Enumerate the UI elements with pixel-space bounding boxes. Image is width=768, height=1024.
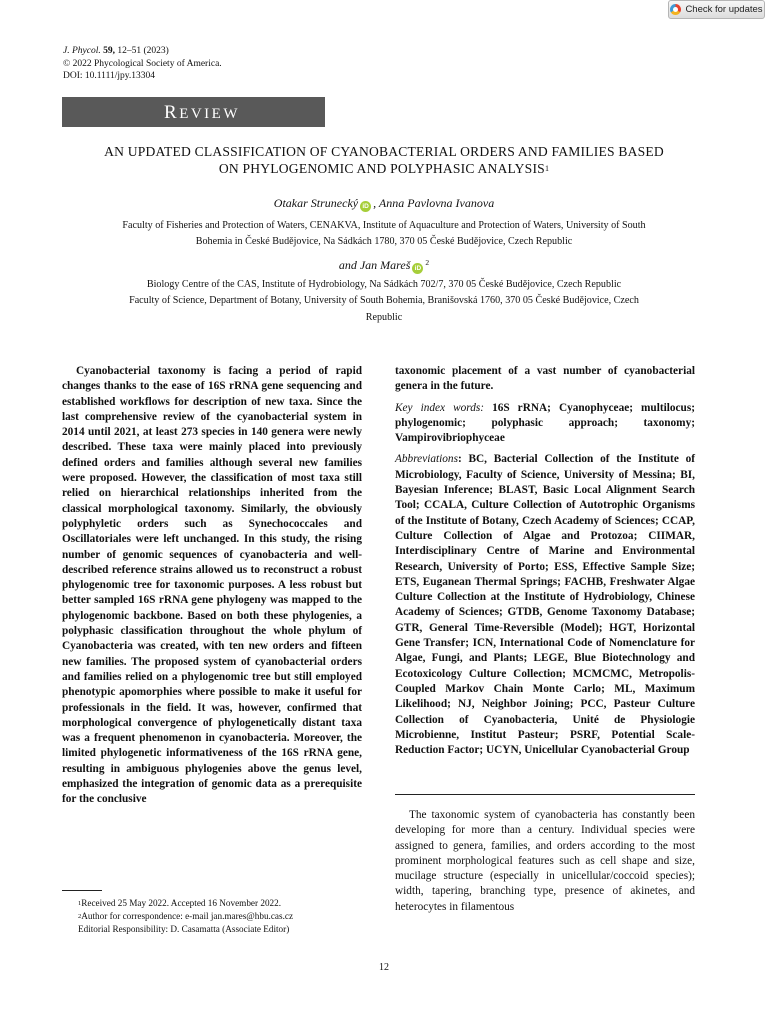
- abstract-column: [62, 364, 362, 808]
- title-line-2: [40, 160, 728, 177]
- journal-name: J. Phycol.: [63, 46, 101, 56]
- key-index-words-label: Key index words:: [395, 401, 485, 414]
- footnote-correspondence: [78, 910, 368, 923]
- journal-pages: 12–51 (2023): [117, 46, 169, 56]
- footnote-2-text: Author for correspondence: e-mail jan.mares@hbu.cas.cz: [81, 911, 294, 921]
- section-divider: [395, 794, 695, 795]
- key-index-words-text: 16S rRNA; Cyanophyceae; multilocus; phylogenomic; polyphasic approach; taxonomy; Vampirovibriophyceae: [395, 401, 695, 445]
- affiliation-1-line-1: Faculty of Fisheries and Protection of Waters, CENAKVA, Institute of Aquaculture and Protection of Waters, University of South: [122, 220, 646, 231]
- affiliation-1: [40, 218, 728, 251]
- footnote-1-text: Received 25 May 2022. Accepted 16 November 2022.: [81, 898, 282, 908]
- abstract-text: Cyanobacterial taxonomy is facing a period of rapid changes thanks to the ease of 16S rRNA gene sequencing and established workflows for description of new taxa. Since the last comprehensive review of the cyanobacterial system in 2014 until 2021, at least 273 species in 140 genera were newly described. These taxa were mainly placed into previously defined orders and families although several new families were proposed. However, the classification of most taxa still relied on hierarchical relationships inherited from the classical morphological taxonomy. Similarly, the obviously polyphyletic orders such as Synechococcales and Oscillatoriales were left unchanged. In this study, the rising number of genomic sequences of cyanobacteria and well-described reference strains allowed us to reconstruct a robust phylogenomic tree for taxonomic purposes. A less robust but better sampled 16S rRNA gene phylogeny was mapped to the phylogenomic backbone. Based on both these phylogenies, a polyphasic classification throughout the whole phylum of Cyanobacteria was created, with ten new orders and fifteen new families. The proposed system of cyanobacterial orders and families relied on a phylogenomic tree but still employed phenotypic apomorphies where possible to make it useful for professionals in the field. It was, however, confirmed that morphological convergence of phylogenetically distant taxa was a frequent phenomenon in cyanobacteria. Moreover, the limited phylogenetic informativeness of the 16S rRNA gene, resulting in ambiguous phylogenies above the genus level, emphasized the integration of genomic data as a prerequisite for the conclusive: [62, 365, 362, 806]
- journal-citation: [63, 45, 222, 58]
- orcid-icon[interactable]: iD: [412, 263, 423, 274]
- affiliation-1-line-2: Bohemia in České Budějovice, Na Sádkách 1780, 370 05 České Budějovice, Czech Republic: [195, 236, 573, 248]
- page-number: 12: [379, 962, 389, 973]
- affiliation-3-line-1: Faculty of Science, Department of Botany, University of South Bohemia, Branišovská 1760, 370 05 České Budějovice, Czech: [129, 295, 639, 307]
- journal-header: [63, 45, 222, 83]
- section-label-initial: R: [164, 102, 180, 123]
- orcid-icon[interactable]: iD: [360, 201, 371, 212]
- footnote-divider: [62, 890, 102, 891]
- right-column: [395, 364, 695, 764]
- affiliation-2: Biology Centre of the CAS, Institute of Hydrobiology, Na Sádkách 702/7, 370 05 České Budějovice, Czech Republic: [146, 279, 622, 290]
- title-line-2-text: ON PHYLOGENOMIC AND POLYPHASIC ANALYSIS: [218, 161, 545, 176]
- check-for-updates-label: Check for updates: [685, 4, 763, 15]
- author-ivanova: Anna Pavlovna Ivanova: [378, 196, 495, 210]
- affiliation-2-3: [40, 277, 728, 326]
- author-separator: ,: [373, 196, 377, 210]
- key-index-words: [395, 401, 695, 447]
- abbreviations-text: : BC, Bacterial Collection of the Institute of Microbiology, Faculty of Science, University of Messina; BI, Bayesian Inference; BLAST, Basic Local Alignment Search Tool; CCALA, Culture Collection of Autotrophic Organisms of the Institute of Botany, Czech Academy of Sciences; CCAP, Culture Collection of Algae and Protozoa; CIIMAR, Interdisciplinary Centre of Marine and Environmental Research, University of Porto; ESS, Effective Sample Size; ETS, Euganean Thermal Springs; FACHB, Freshwater Algae Culture Collection at the Institute of Hydrobiology, Chinese Academy of Sciences; GTDB, Genome Taxonomy Database; GTR, General Time-Reversible (Model); HGT, Horizontal Gene Transfer; ICN, International Code of Nomenclature for Algae, Fungi, and Plants; LEGE, Blue Biotechnology and Ecotoxicology Culture Collection; MCMCMC, Metropolis-Coupled Markov Chain Monte Carlo; ML, Maximum Likelihood; NJ, Neighbor Joining; PCC, Pasteur Culture Collection of Cyanobacteria, Unité de Physiologie Microbienne, Institut Pasteur; PSRF, Potential Scale-Reduction Factor; UCYN, Unicellular Cyanobacterial Group: [395, 453, 695, 757]
- abstract-continuation: taxonomic placement of a vast number of cyanobacterial genera in the future.: [395, 365, 695, 393]
- footnote-received: [78, 897, 368, 910]
- footnote-editorial: Editorial Responsibility: D. Casamatta (Associate Editor): [78, 924, 290, 934]
- crossmark-icon: [670, 4, 681, 15]
- affiliation-3-line-2: Republic: [365, 311, 403, 323]
- footnotes: [78, 897, 368, 936]
- footnote-2-mark: 2: [78, 913, 82, 920]
- section-label: [164, 102, 240, 124]
- footnote-1-mark: 1: [78, 900, 82, 907]
- author-mares: and Jan Mareš: [338, 258, 411, 272]
- title-footnote-mark: 1: [544, 164, 550, 173]
- introduction-paragraph: The taxonomic system of cyanobacteria has constantly been developing for more than a century. Individual species were assigned to genera, families, and orders according to the most prominent morphological features such as cell shape and size, mucilage structure (especially in unicellular/coccoid species); width, tapering, branching type, presence of akinetes, and heterocytes in filamentous: [395, 809, 695, 913]
- corresponding-author-mark: 2: [425, 258, 430, 267]
- abbreviations-label: Abbreviations: [395, 453, 458, 466]
- journal-doi[interactable]: DOI: 10.1111/jpy.13304: [63, 71, 156, 81]
- author-strunecky: Otakar Strunecký: [273, 196, 359, 210]
- article-title: [40, 143, 728, 177]
- abbreviations: [395, 452, 695, 758]
- check-for-updates-button[interactable]: [668, 0, 765, 19]
- journal-volume: 59,: [103, 46, 115, 56]
- section-label-rest: EVIEW: [179, 106, 240, 122]
- title-line-1: AN UPDATED CLASSIFICATION OF CYANOBACTERIAL ORDERS AND FAMILIES BASED: [104, 144, 664, 159]
- journal-copyright: © 2022 Phycological Society of America.: [63, 58, 222, 69]
- author-line-2: [40, 258, 728, 274]
- author-line-1: [40, 196, 728, 212]
